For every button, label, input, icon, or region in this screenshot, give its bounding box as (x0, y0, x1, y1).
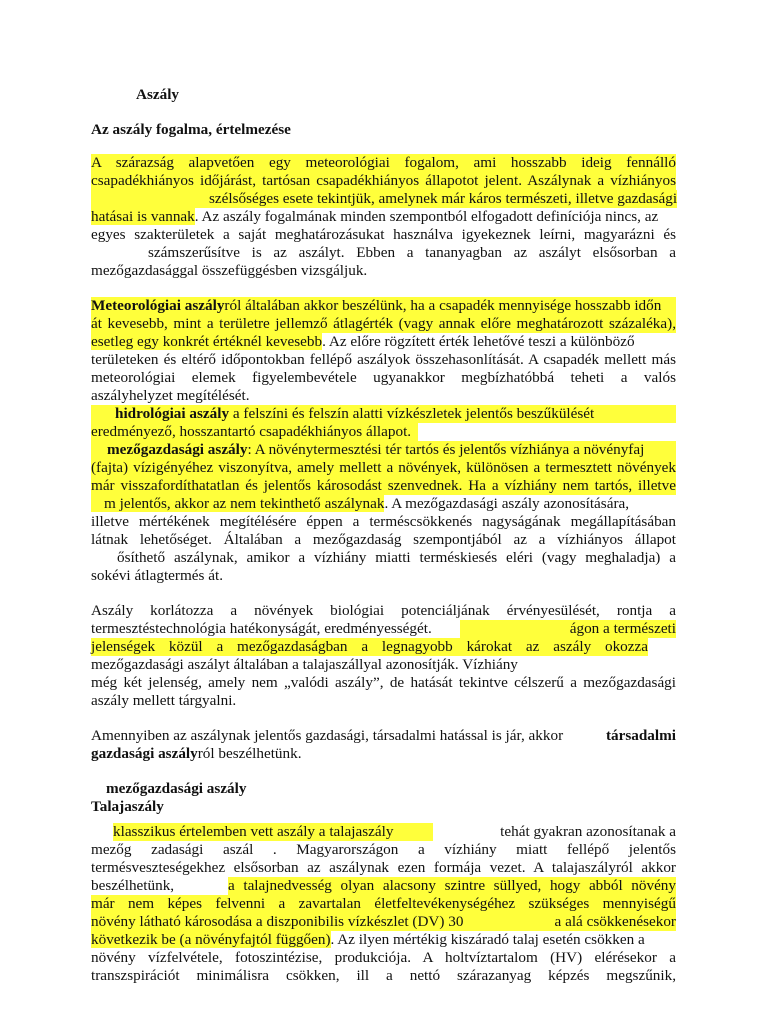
term: Meteorológiai aszály (91, 297, 225, 314)
text-line: (fajta) vízigényéhez viszonyítva, amely mellett a növények, különösen a termesztett növények (91, 459, 676, 476)
term: társadalmi (605, 727, 676, 744)
text-line: csapadékhiányos időjárást, tartósan csapadékhiányos állapotot jelent. Aszálynak a vízhiányos (91, 172, 676, 189)
text-line: sokévi átlagtermés át. (91, 567, 224, 584)
text-line (91, 727, 676, 745)
text-line: már visszafordíthatatlan és jelentős károsodást szenvednek. Ha a vízhiány nem tartós, illetve (91, 477, 676, 494)
term: gazdasági aszály (91, 745, 198, 762)
text-fragment: beszélhetünk, (91, 877, 175, 894)
text-line (91, 620, 676, 638)
text-line: egyes szakterületek a saját meghatározásukat használva igyekeznek leírni, magyarázni és (91, 226, 676, 243)
section-heading: Az aszály fogalma, értelmezése (91, 121, 291, 138)
text-fragment: a alá csökkenésekor (554, 913, 676, 930)
text-line (91, 333, 635, 351)
text-line: mezőg zadasági aszál . Magyarországon a vízhiány miatt fellépő jelentős (91, 841, 676, 858)
text-line: mezőgazdasági aszályt általában a talajaszállyal azonosítják. Vízhiány (91, 656, 518, 673)
text-line: át kevesebb, mint a területre jellemző átlagérték (vagy annak előre meghatározott százaléka), (91, 315, 676, 332)
text-line (91, 441, 676, 459)
highlight: hatásai is vannak (91, 208, 195, 225)
text-line (91, 208, 658, 226)
text-fragment: . Az előre rögzített érték lehetővé teszi a különböző (322, 333, 635, 350)
text-fragment: ról általában akkor beszélünk, ha a csapadék mennyisége hosszabb időn (224, 297, 662, 314)
subsection-heading: mezőgazdasági aszály (106, 780, 247, 797)
text-fragment: növény látható károsodása a diszponibilis vízkészlet (DV) 30 (91, 913, 464, 930)
text-line: aszály mellett tárgyalni. (91, 692, 237, 709)
text-fragment: tehát gyakran azonosítanak a (500, 823, 676, 840)
text-line: növény vízfelvétele, fotoszintézise, produkciója. A holtvíztartalom (HV) elérésekor a (91, 949, 676, 966)
doc-title: Aszály (136, 86, 180, 103)
text-fragment: . Az ilyen mértékig kiszáradó talaj esetén csökken a (330, 931, 645, 948)
text-line: meteorológiai elemek figyelembevétele ugyanakkor megbízhatóbbá teheti a valós (91, 369, 676, 386)
text-line: A szárazság alapvetően egy meteorológiai fogalom, ami hosszabb ideig fennálló (91, 154, 676, 171)
text-line (91, 913, 676, 931)
text-line: aszályhelyzet megítélését. (91, 387, 250, 404)
text-line (91, 405, 676, 423)
text-fragment: . A mezőgazdasági aszály azonosítására, (384, 495, 630, 512)
text-line: ősíthető aszálynak, amikor a vízhiány miatti terméskiesés eléri (vagy meghaladja) a (117, 549, 676, 566)
text-line: mezőgazdasággal összefüggésben vizsgáljuk. (91, 262, 368, 279)
text-line: transzspirációt minimálisra csökken, ill a nettó szárazanyag képzés megszűnik, (91, 967, 676, 984)
text-line (91, 495, 629, 513)
highlight: következik be (a növényfajtól függően) (91, 931, 331, 948)
text-fragment: Amennyiben az aszálynak jelentős gazdasági, társadalmi hatással is jár, akkor (91, 727, 564, 744)
text-fragment: . Az aszály fogalmának minden szempontból elfogadott definíciója nincs, az (194, 208, 659, 225)
text-fragment: a felszíni és felszín alatti vízkészletek jelentős beszűkülését (229, 405, 595, 422)
text-line: már nem képes felvenni a zavartalan életfeltevékenységéhez szükséges mennyiségű (91, 895, 676, 912)
highlight: m jelentős, akkor az nem tekinthető aszálynak (91, 495, 384, 512)
term: mezőgazdasági aszály (107, 441, 248, 458)
text-line (91, 931, 645, 949)
highlight: esetleg egy konkrét értéknél kevesebb (91, 333, 323, 350)
subsection-heading: Talajaszály (91, 798, 164, 815)
text-line: még két jelenség, amely nem „valódi aszály”, de hatását tekintve célszerű a mezőgazdasági (91, 674, 676, 691)
text-line (91, 877, 676, 895)
text-line: látnak lehetőséget. Általában a mezőgazdaság szempontjából az a vízhiányos állapot (91, 531, 676, 548)
text-line (91, 297, 676, 315)
text-line: termésveszteségekhez elsősorban az aszálynak ezen formája vezet. A talajaszályról akkor (91, 859, 676, 876)
text-line: illetve mértékének megítélésére éppen a terméscsökkenés nagyságának megállapításában (91, 513, 676, 530)
text-line: Aszály korlátozza a növények biológiai potenciáljának érvényesülését, rontja a (91, 602, 676, 619)
highlight: a talajnedvesség olyan alacsony szintre süllyed, hogy abból növény (228, 877, 676, 894)
text-fragment: ról beszélhetünk. (197, 745, 302, 762)
text-fragment: szélsőséges esete tekintjük, amelynek már káros természeti, illetve gazdasági (209, 190, 678, 207)
text-line: területeken és eltérő időpontokban fellépő aszályok összehasonlítását. A csapadék mellett más (91, 351, 676, 368)
text-line (91, 745, 302, 763)
highlight: ágon a természeti (460, 620, 676, 638)
text-fragment: : A növénytermesztési tér tartós és jelentős vízhiánya a növényfaj (247, 441, 645, 458)
text-line: számszerűsítve is az aszályt. Ebben a tananyagban az aszályt elsősorban a (148, 244, 676, 261)
text-fragment: termesztéstechnológia hatékonyságát, eredményességét. (91, 620, 432, 637)
highlight: klasszikus értelemben vett aszály a talajaszály (113, 823, 433, 841)
text-line: jelenségek közül a mezőgazdaságban a legnagyobb károkat az aszály okozza (91, 638, 648, 655)
text-line: eredményező, hosszantartó csapadékhiányos állapot. (91, 423, 418, 441)
term: hidrológiai aszály (115, 405, 230, 422)
